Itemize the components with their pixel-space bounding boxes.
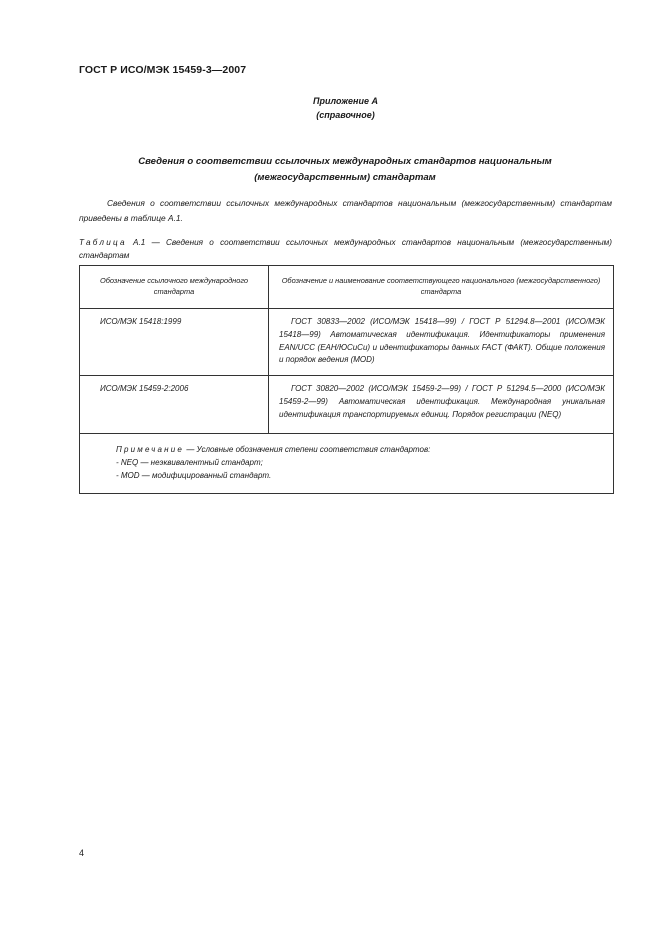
column-header-national: Обозначение и наименование соответствующего национального (межгосударственного) стандарта bbox=[269, 266, 614, 309]
standards-correspondence-table bbox=[79, 265, 614, 494]
note-heading bbox=[116, 443, 605, 456]
note-item-neq: - NEQ — неэквивалентный стандарт; bbox=[116, 458, 263, 468]
note-label: Примечание bbox=[116, 445, 185, 455]
appendix-label: Приложение А bbox=[313, 96, 378, 106]
document-header: ГОСТ Р ИСО/МЭК 15459-3—2007 bbox=[79, 64, 247, 76]
national-standard-cell: ГОСТ 30820—2002 (ИСО/МЭК 15459-2—99) / ГОСТ Р 51294.5—2000 (ИСО/МЭК 15459-2—99) Автоматическая идентификация. Международная уникальная идентификация транспортируемых единиц. Порядок регистрации (NEQ) bbox=[269, 376, 614, 434]
heading-line-1: Сведения о соответствии ссылочных международных стандартов национальным bbox=[138, 156, 552, 167]
column-header-reference: Обозначение ссылочного международного стандарта bbox=[80, 266, 269, 309]
intro-paragraph: Сведения о соответствии ссылочных международных стандартов национальным (межгосударственным) стандартам приведены в таблице А.1. bbox=[79, 198, 612, 223]
table-caption-prefix: Таблица bbox=[79, 238, 127, 247]
heading-line-2: (межгосударственным) стандартам bbox=[254, 172, 436, 183]
note-item-mod: - MOD — модифицированный стандарт. bbox=[116, 471, 272, 481]
national-standard-cell: ГОСТ 30833—2002 (ИСО/МЭК 15418—99) / ГОСТ Р 51294.8—2001 (ИСО/МЭК 15418—99) Автоматическая идентификация. Идентификаторы применения EAN/UCC (ЕАН/ЮСиСи) и идентификаторы данных FACT (ФАКТ). Общие положения и порядок ведения (MOD) bbox=[269, 309, 614, 376]
appendix-heading bbox=[80, 154, 610, 186]
table-header-row bbox=[80, 266, 614, 309]
page-number: 4 bbox=[79, 848, 85, 858]
table-caption-text: — Сведения о соответствии ссылочных международных стандартов национальным (межгосударственным) стандартам bbox=[79, 238, 613, 260]
table-row bbox=[80, 376, 614, 434]
table-note-row bbox=[80, 434, 614, 494]
appendix-title bbox=[0, 94, 661, 122]
table-row bbox=[80, 309, 614, 376]
appendix-status: (справочное) bbox=[316, 110, 375, 120]
table-note bbox=[80, 434, 614, 494]
table-caption-number: А.1 bbox=[132, 238, 146, 247]
reference-standard-cell: ИСО/МЭК 15418:1999 bbox=[80, 309, 269, 376]
note-text: — Условные обозначения степени соответствия стандартов: bbox=[186, 445, 431, 455]
table-caption bbox=[79, 236, 612, 262]
reference-standard-cell: ИСО/МЭК 15459-2:2006 bbox=[80, 376, 269, 434]
